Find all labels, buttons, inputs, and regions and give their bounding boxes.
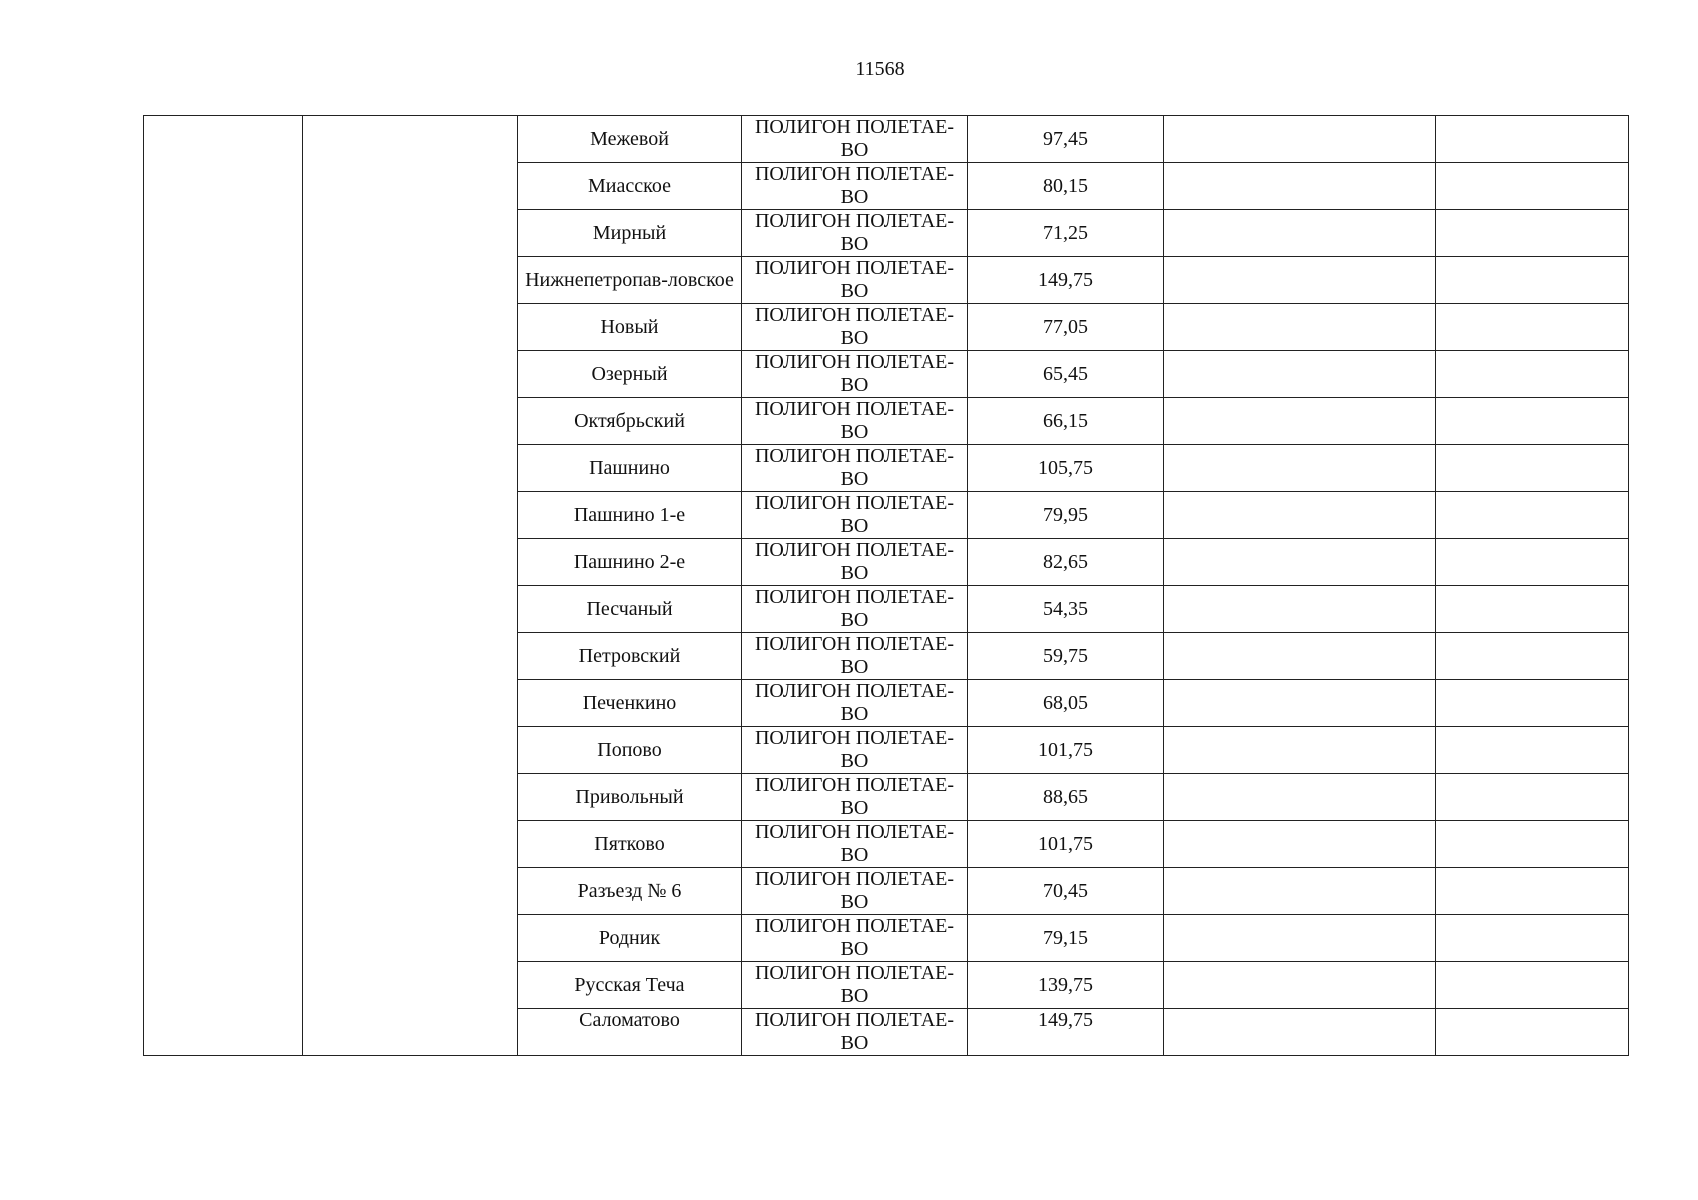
distance-cell: 101,75	[968, 727, 1164, 774]
distance-cell: 68,05	[968, 680, 1164, 727]
settlement-name-cell: Пашнино	[518, 445, 742, 492]
distance-cell: 54,35	[968, 586, 1164, 633]
empty-cell	[1164, 1009, 1436, 1056]
settlement-name-cell: Русская Теча	[518, 962, 742, 1009]
settlement-name-cell: Пятково	[518, 821, 742, 868]
distance-cell: 71,25	[968, 210, 1164, 257]
destination-cell: ПОЛИГОН ПОЛЕТАЕ-ВО	[742, 586, 968, 633]
distance-cell: 79,15	[968, 915, 1164, 962]
empty-cell	[1436, 821, 1629, 868]
distance-cell: 105,75	[968, 445, 1164, 492]
destination-cell: ПОЛИГОН ПОЛЕТАЕ-ВО	[742, 1009, 968, 1056]
table-row	[144, 116, 1629, 163]
distance-cell: 79,95	[968, 492, 1164, 539]
settlement-name-cell: Озерный	[518, 351, 742, 398]
page-number: 11568	[855, 58, 905, 80]
empty-cell	[1436, 727, 1629, 774]
empty-cell	[1164, 821, 1436, 868]
table-body	[144, 116, 1629, 1056]
empty-cell	[1436, 962, 1629, 1009]
settlement-name-cell: Петровский	[518, 633, 742, 680]
empty-cell	[1436, 586, 1629, 633]
destination-cell: ПОЛИГОН ПОЛЕТАЕ-ВО	[742, 915, 968, 962]
empty-cell	[1436, 633, 1629, 680]
empty-cell	[1436, 257, 1629, 304]
settlement-name-cell: Межевой	[518, 116, 742, 163]
destination-cell: ПОЛИГОН ПОЛЕТАЕ-ВО	[742, 539, 968, 586]
empty-cell	[1436, 1009, 1629, 1056]
destination-cell: ПОЛИГОН ПОЛЕТАЕ-ВО	[742, 351, 968, 398]
data-table	[143, 115, 1629, 1056]
empty-merged-cell-2	[303, 116, 518, 1056]
empty-cell	[1436, 492, 1629, 539]
empty-cell	[1164, 539, 1436, 586]
distance-cell: 82,65	[968, 539, 1164, 586]
distance-cell: 77,05	[968, 304, 1164, 351]
settlement-name-cell: Попово	[518, 727, 742, 774]
empty-cell	[1164, 257, 1436, 304]
destination-cell: ПОЛИГОН ПОЛЕТАЕ-ВО	[742, 398, 968, 445]
destination-cell: ПОЛИГОН ПОЛЕТАЕ-ВО	[742, 492, 968, 539]
empty-cell	[1164, 492, 1436, 539]
settlement-name-cell: Октябрьский	[518, 398, 742, 445]
empty-cell	[1436, 915, 1629, 962]
settlement-name-cell: Миасское	[518, 163, 742, 210]
distance-cell: 149,75	[968, 1009, 1164, 1056]
settlement-name-cell: Разъезд № 6	[518, 868, 742, 915]
empty-cell	[1436, 398, 1629, 445]
empty-cell	[1164, 445, 1436, 492]
empty-cell	[1436, 351, 1629, 398]
distance-cell: 101,75	[968, 821, 1164, 868]
distance-cell: 65,45	[968, 351, 1164, 398]
destination-cell: ПОЛИГОН ПОЛЕТАЕ-ВО	[742, 680, 968, 727]
destination-cell: ПОЛИГОН ПОЛЕТАЕ-ВО	[742, 962, 968, 1009]
empty-cell	[1436, 116, 1629, 163]
empty-cell	[1164, 680, 1436, 727]
distance-cell: 139,75	[968, 962, 1164, 1009]
distance-cell: 59,75	[968, 633, 1164, 680]
settlement-name-cell: Мирный	[518, 210, 742, 257]
empty-cell	[1164, 351, 1436, 398]
destination-cell: ПОЛИГОН ПОЛЕТАЕ-ВО	[742, 868, 968, 915]
settlement-name-cell: Печенкино	[518, 680, 742, 727]
empty-cell	[1164, 210, 1436, 257]
empty-cell	[1164, 304, 1436, 351]
destination-cell: ПОЛИГОН ПОЛЕТАЕ-ВО	[742, 257, 968, 304]
destination-cell: ПОЛИГОН ПОЛЕТАЕ-ВО	[742, 633, 968, 680]
empty-cell	[1164, 962, 1436, 1009]
empty-cell	[1436, 210, 1629, 257]
empty-cell	[1164, 774, 1436, 821]
empty-cell	[1164, 633, 1436, 680]
distance-cell: 88,65	[968, 774, 1164, 821]
destination-cell: ПОЛИГОН ПОЛЕТАЕ-ВО	[742, 727, 968, 774]
settlement-name-cell: Саломатово	[518, 1009, 742, 1056]
destination-cell: ПОЛИГОН ПОЛЕТАЕ-ВО	[742, 774, 968, 821]
empty-cell	[1164, 163, 1436, 210]
distance-cell: 149,75	[968, 257, 1164, 304]
empty-cell	[1436, 304, 1629, 351]
empty-cell	[1436, 539, 1629, 586]
distance-cell: 97,45	[968, 116, 1164, 163]
empty-cell	[1436, 774, 1629, 821]
settlement-name-cell: Привольный	[518, 774, 742, 821]
empty-cell	[1164, 915, 1436, 962]
settlement-name-cell: Пашнино 1-е	[518, 492, 742, 539]
distance-cell: 80,15	[968, 163, 1164, 210]
settlement-name-cell: Нижнепетропав-ловское	[518, 257, 742, 304]
destination-cell: ПОЛИГОН ПОЛЕТАЕ-ВО	[742, 445, 968, 492]
distance-cell: 66,15	[968, 398, 1164, 445]
empty-cell	[1436, 680, 1629, 727]
destination-cell: ПОЛИГОН ПОЛЕТАЕ-ВО	[742, 163, 968, 210]
empty-cell	[1436, 163, 1629, 210]
empty-cell	[1436, 868, 1629, 915]
destination-cell: ПОЛИГОН ПОЛЕТАЕ-ВО	[742, 821, 968, 868]
empty-cell	[1164, 586, 1436, 633]
settlement-name-cell: Новый	[518, 304, 742, 351]
distance-cell: 70,45	[968, 868, 1164, 915]
empty-cell	[1164, 727, 1436, 774]
destination-cell: ПОЛИГОН ПОЛЕТАЕ-ВО	[742, 210, 968, 257]
settlement-name-cell: Пашнино 2-е	[518, 539, 742, 586]
destination-cell: ПОЛИГОН ПОЛЕТАЕ-ВО	[742, 116, 968, 163]
destination-cell: ПОЛИГОН ПОЛЕТАЕ-ВО	[742, 304, 968, 351]
settlement-name-cell: Песчаный	[518, 586, 742, 633]
empty-cell	[1436, 445, 1629, 492]
empty-merged-cell-1	[144, 116, 303, 1056]
settlement-name-cell: Родник	[518, 915, 742, 962]
empty-cell	[1164, 116, 1436, 163]
empty-cell	[1164, 398, 1436, 445]
empty-cell	[1164, 868, 1436, 915]
